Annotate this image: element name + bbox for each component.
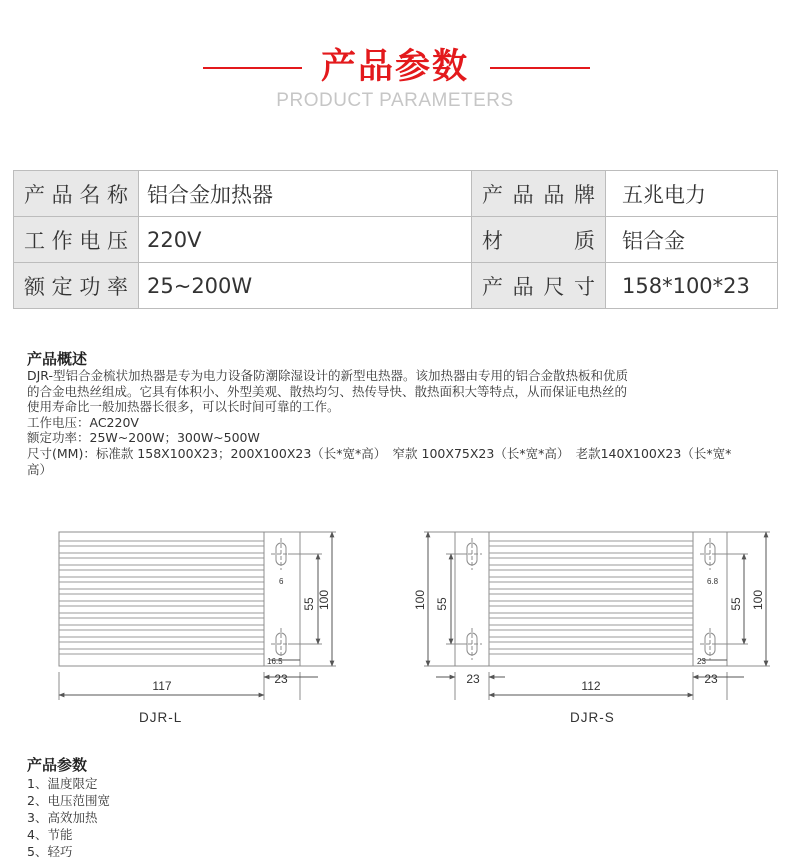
spec-value: 158*100*23 [606, 263, 778, 309]
dim-hole-spacing: 55 [302, 597, 316, 611]
feature-item: 5、轻巧 [27, 844, 73, 859]
dim-slot-width: 6 [279, 577, 284, 586]
dim-height: 100 [317, 589, 331, 611]
heater-body [59, 532, 264, 666]
features-list [27, 775, 772, 860]
overview-line: 使用寿命比一般加热器长很多，可以长时间可靠的工作。 [27, 399, 340, 415]
overview-line: 的合金电热丝组成。它具有体积小、外型美观、散热均匀、热传导快、散热面积大等特点，从而保证电热丝的 [27, 383, 628, 399]
feature-item: 4、节能 [27, 827, 73, 842]
spec-value: 25~200W [139, 263, 472, 309]
overview-line: 尺寸(MM)：标准款 158X100X23；200X100X23（长*宽*高） 窄款 100X75X23（长*宽*高） 老款140X100X23（长*宽*高） [27, 445, 732, 477]
dim-length: 117 [152, 679, 172, 693]
spec-label: 产品品牌 [472, 171, 606, 217]
spec-value: 220V [139, 217, 472, 263]
page-subtitle: PRODUCT PARAMETERS [276, 90, 514, 111]
spec-label: 产品名称 [14, 171, 139, 217]
spec-value: 铝合金 [606, 217, 778, 263]
heater-fins [489, 541, 693, 654]
overview-line: DJR-型铝合金梳状加热器是专为电力设备防潮除湿设计的新型电热器。该加热器由专用的铝合金散热板和优质 [27, 368, 629, 383]
heater-body [489, 532, 693, 666]
diagram-djr-l [59, 532, 336, 700]
dim-slot-offset: 23 [697, 657, 706, 666]
dim-slot-width: 6.8 [707, 577, 719, 586]
feature-item: 3、高效加热 [27, 810, 98, 825]
diagram-label-djr-s: DJR-S [570, 710, 615, 725]
mounting-plate [264, 532, 300, 666]
dim-height-right: 100 [751, 589, 765, 611]
features-title: 产品参数 [27, 756, 88, 774]
page-title: 产品参数 [320, 47, 469, 87]
dim-slot-offset: 16.5 [267, 657, 283, 666]
dim-height-left: 100 [413, 589, 427, 611]
feature-item: 1、温度限定 [27, 776, 98, 791]
overview-title: 产品概述 [27, 350, 88, 368]
overview-line: 额定功率：25W~200W；300W~500W [27, 430, 260, 446]
spec-label: 产品尺寸 [472, 263, 606, 309]
feature-item: 2、电压范围宽 [27, 793, 110, 808]
dim-depth-left: 23 [466, 672, 480, 686]
dim-hole-spacing-right: 55 [729, 597, 743, 611]
spec-label: 工作电压 [14, 217, 139, 263]
heater-fins [59, 541, 264, 654]
spec-label: 材 质 [472, 217, 606, 263]
dim-hole-spacing-left: 55 [435, 597, 449, 611]
dim-depth: 23 [274, 672, 288, 686]
dim-depth-right: 23 [704, 672, 718, 686]
overview-line: 工作电压：AC220V [27, 414, 139, 430]
diagram-label-djr-l: DJR-L [139, 710, 183, 725]
dim-length: 112 [581, 679, 601, 693]
spec-label: 额定功率 [14, 263, 139, 309]
spec-value: 铝合金加热器 [139, 171, 472, 217]
spec-value: 五兆电力 [606, 171, 778, 217]
